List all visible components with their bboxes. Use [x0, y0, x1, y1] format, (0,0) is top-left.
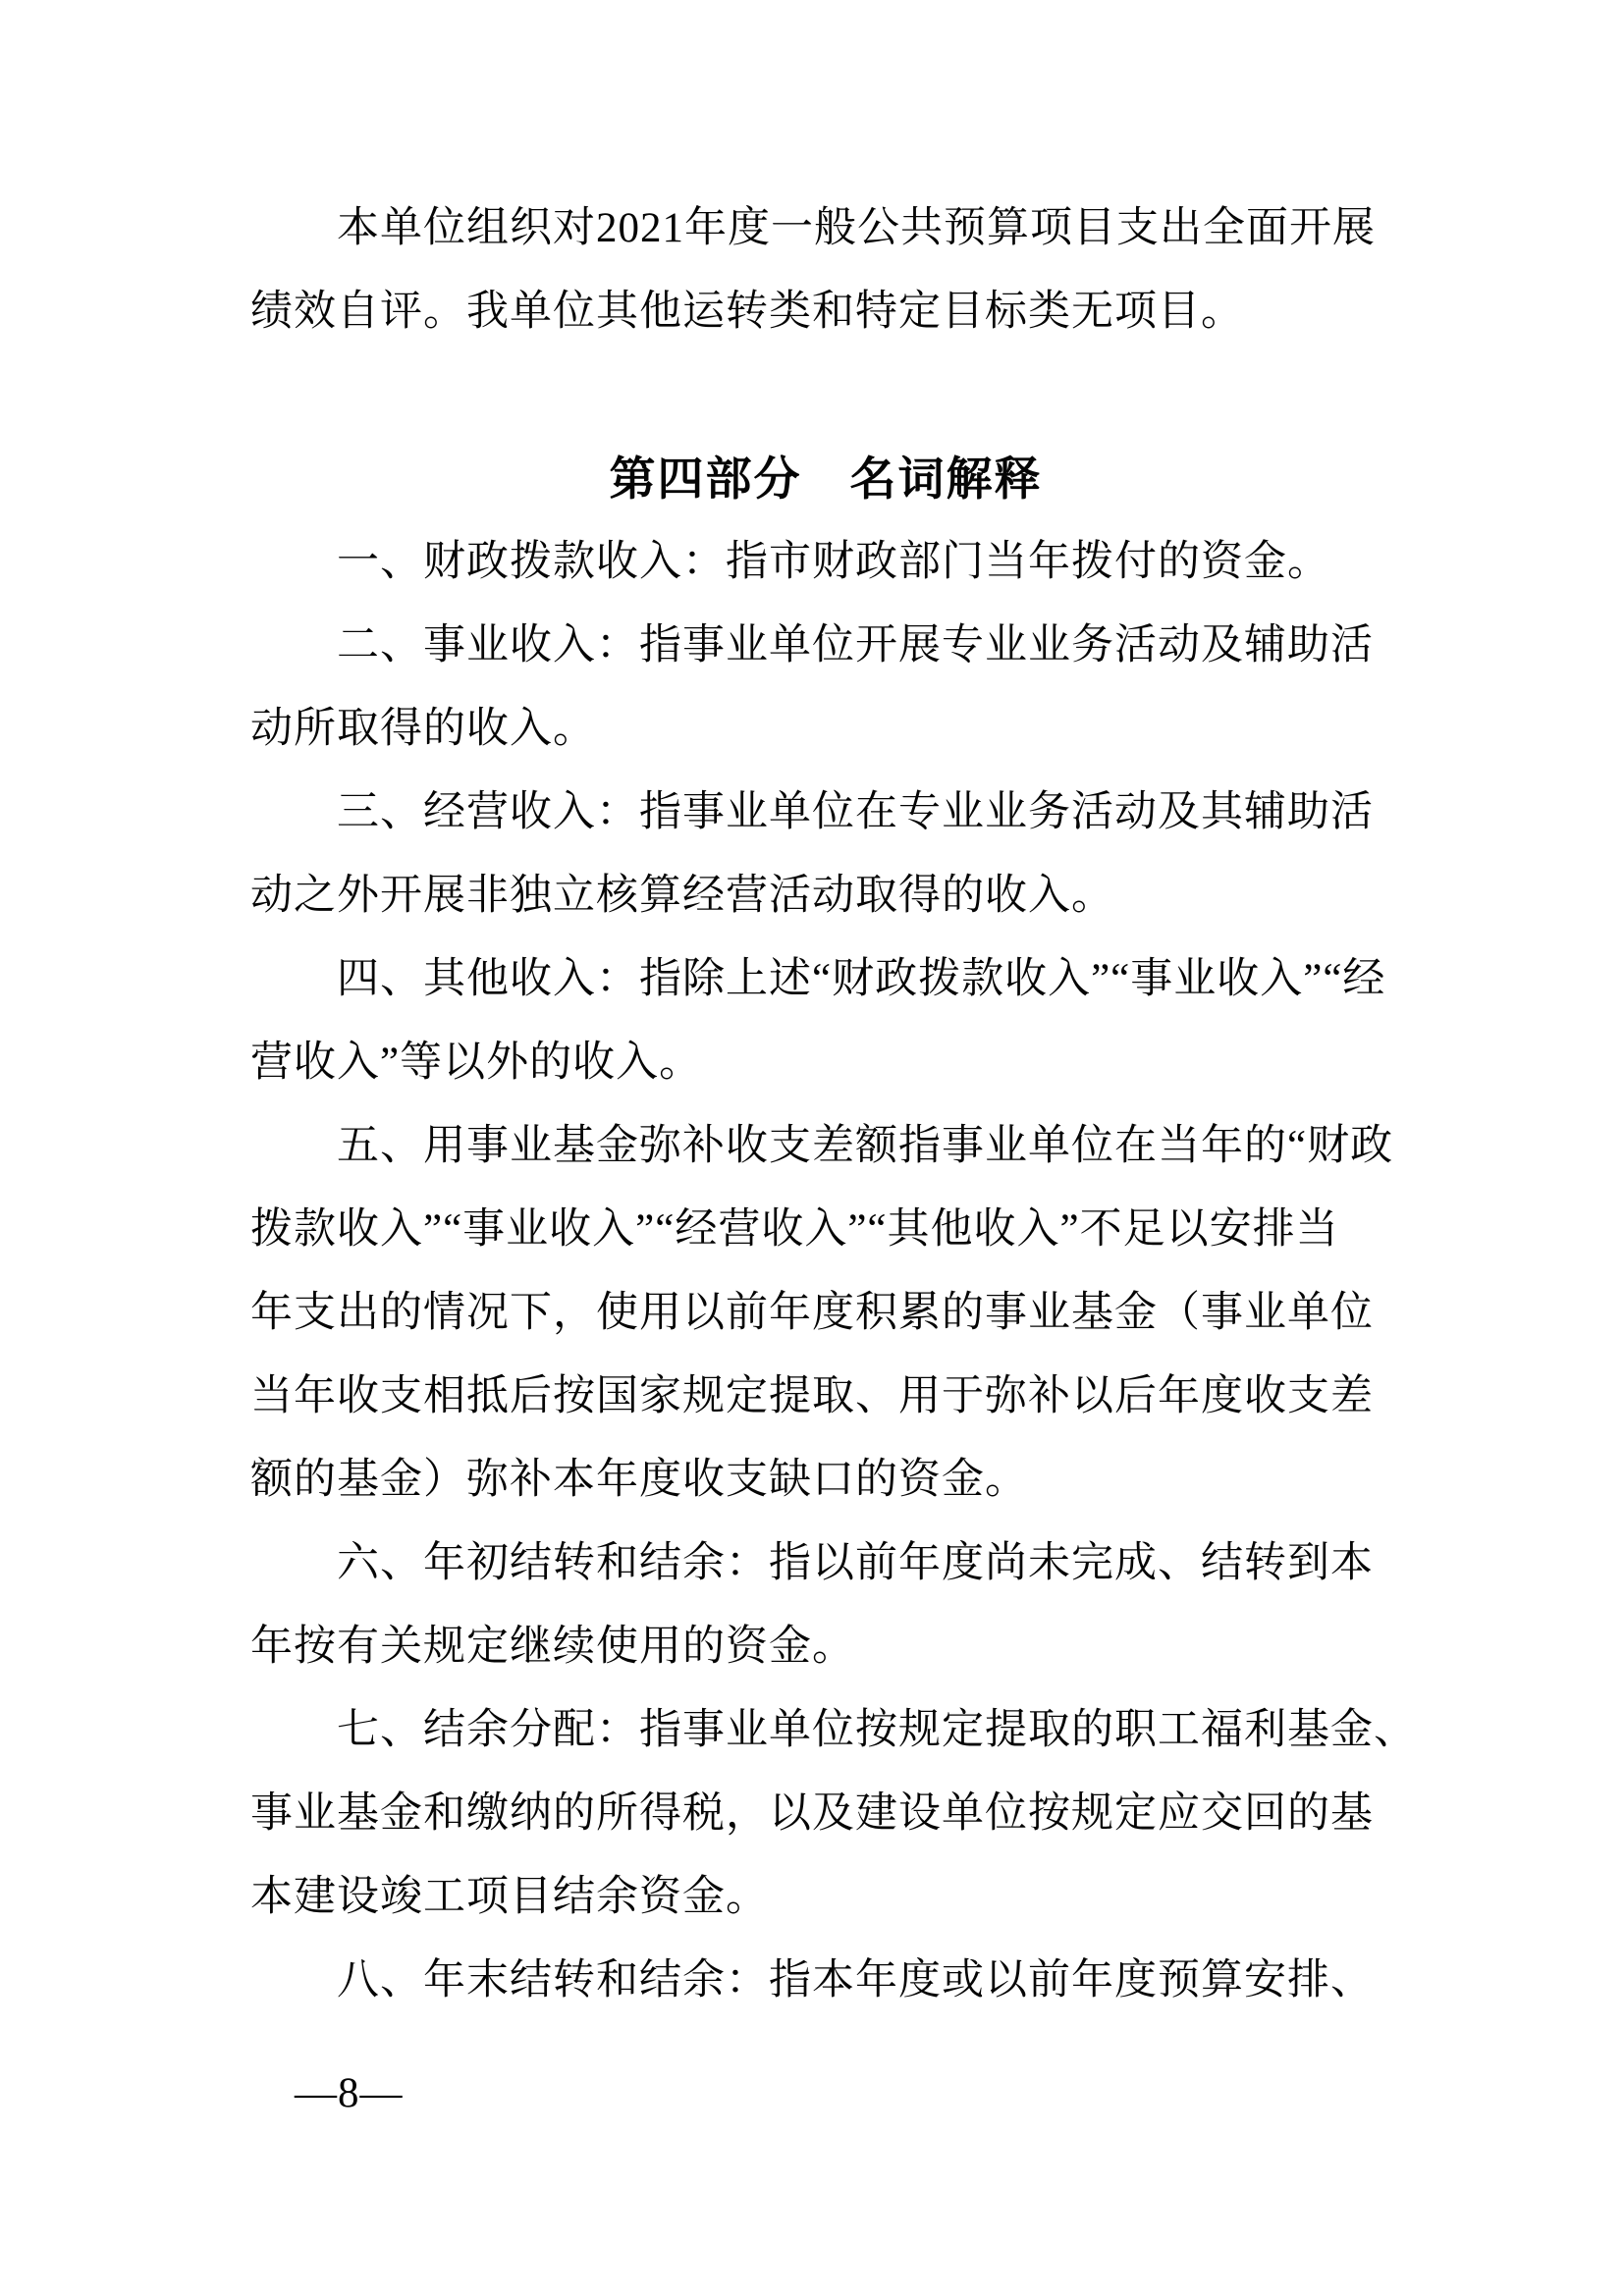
- text-line: 七、结余分配：指事业单位按规定提取的职工福利基金、: [337, 1707, 1417, 1753]
- text-line: 五、用事业基金弥补收支差额指事业单位在当年的“财政: [337, 1123, 1394, 1169]
- text-line: 事业基金和缴纳的所得税，以及建设单位按规定应交回的基: [250, 1790, 1374, 1837]
- text-line: 动所取得的收入。: [250, 706, 596, 752]
- text-line: 绩效自评。我单位其他运转类和特定目标类无项目。: [250, 289, 1244, 335]
- document-body: [250, 187, 1417, 2022]
- text-line: [250, 353, 1401, 437]
- text-line: 本建设竣工项目结余资金。: [250, 1874, 769, 1920]
- text-line: 额的基金）弥补本年度收支缺口的资金。: [250, 1457, 1028, 1503]
- text-line: 二、事业收入：指事业单位开展专业业务活动及辅助活: [337, 622, 1374, 668]
- text-line: 动之外开展非独立核算经营活动取得的收入。: [250, 873, 1114, 919]
- text-line: 四、其他收入：指除上述“财政拨款收入”“事业收入”“经: [337, 956, 1386, 1002]
- page-number: —8—: [295, 2070, 404, 2116]
- text-line: 八、年末结转和结余：指本年度或以前年度预算安排、: [337, 1957, 1374, 2003]
- text-line: 一、财政拨款收入：指市财政部门当年拨付的资金。: [337, 539, 1330, 585]
- section-heading: 第四部分 名词解释: [609, 453, 1043, 505]
- text-line: 拨款收入”“事业收入”“经营收入”“其他收入”不足以安排当: [250, 1206, 1339, 1253]
- text-line: 营收入”等以外的收入。: [250, 1040, 703, 1086]
- text-line: 年支出的情况下，使用以前年度积累的事业基金（事业单位: [250, 1290, 1374, 1336]
- text-line: 本单位组织对2021年度一般公共预算项目支出全面开展: [337, 205, 1376, 251]
- text-line: 三、经营收入：指事业单位在专业业务活动及其辅助活: [337, 789, 1374, 835]
- text-line: 年按有关规定继续使用的资金。: [250, 1624, 855, 1670]
- text-line: 当年收支相抵后按国家规定提取、用于弥补以后年度收支差: [250, 1373, 1374, 1419]
- text-line: 六、年初结转和结余：指以前年度尚未完成、结转到本: [337, 1540, 1374, 1586]
